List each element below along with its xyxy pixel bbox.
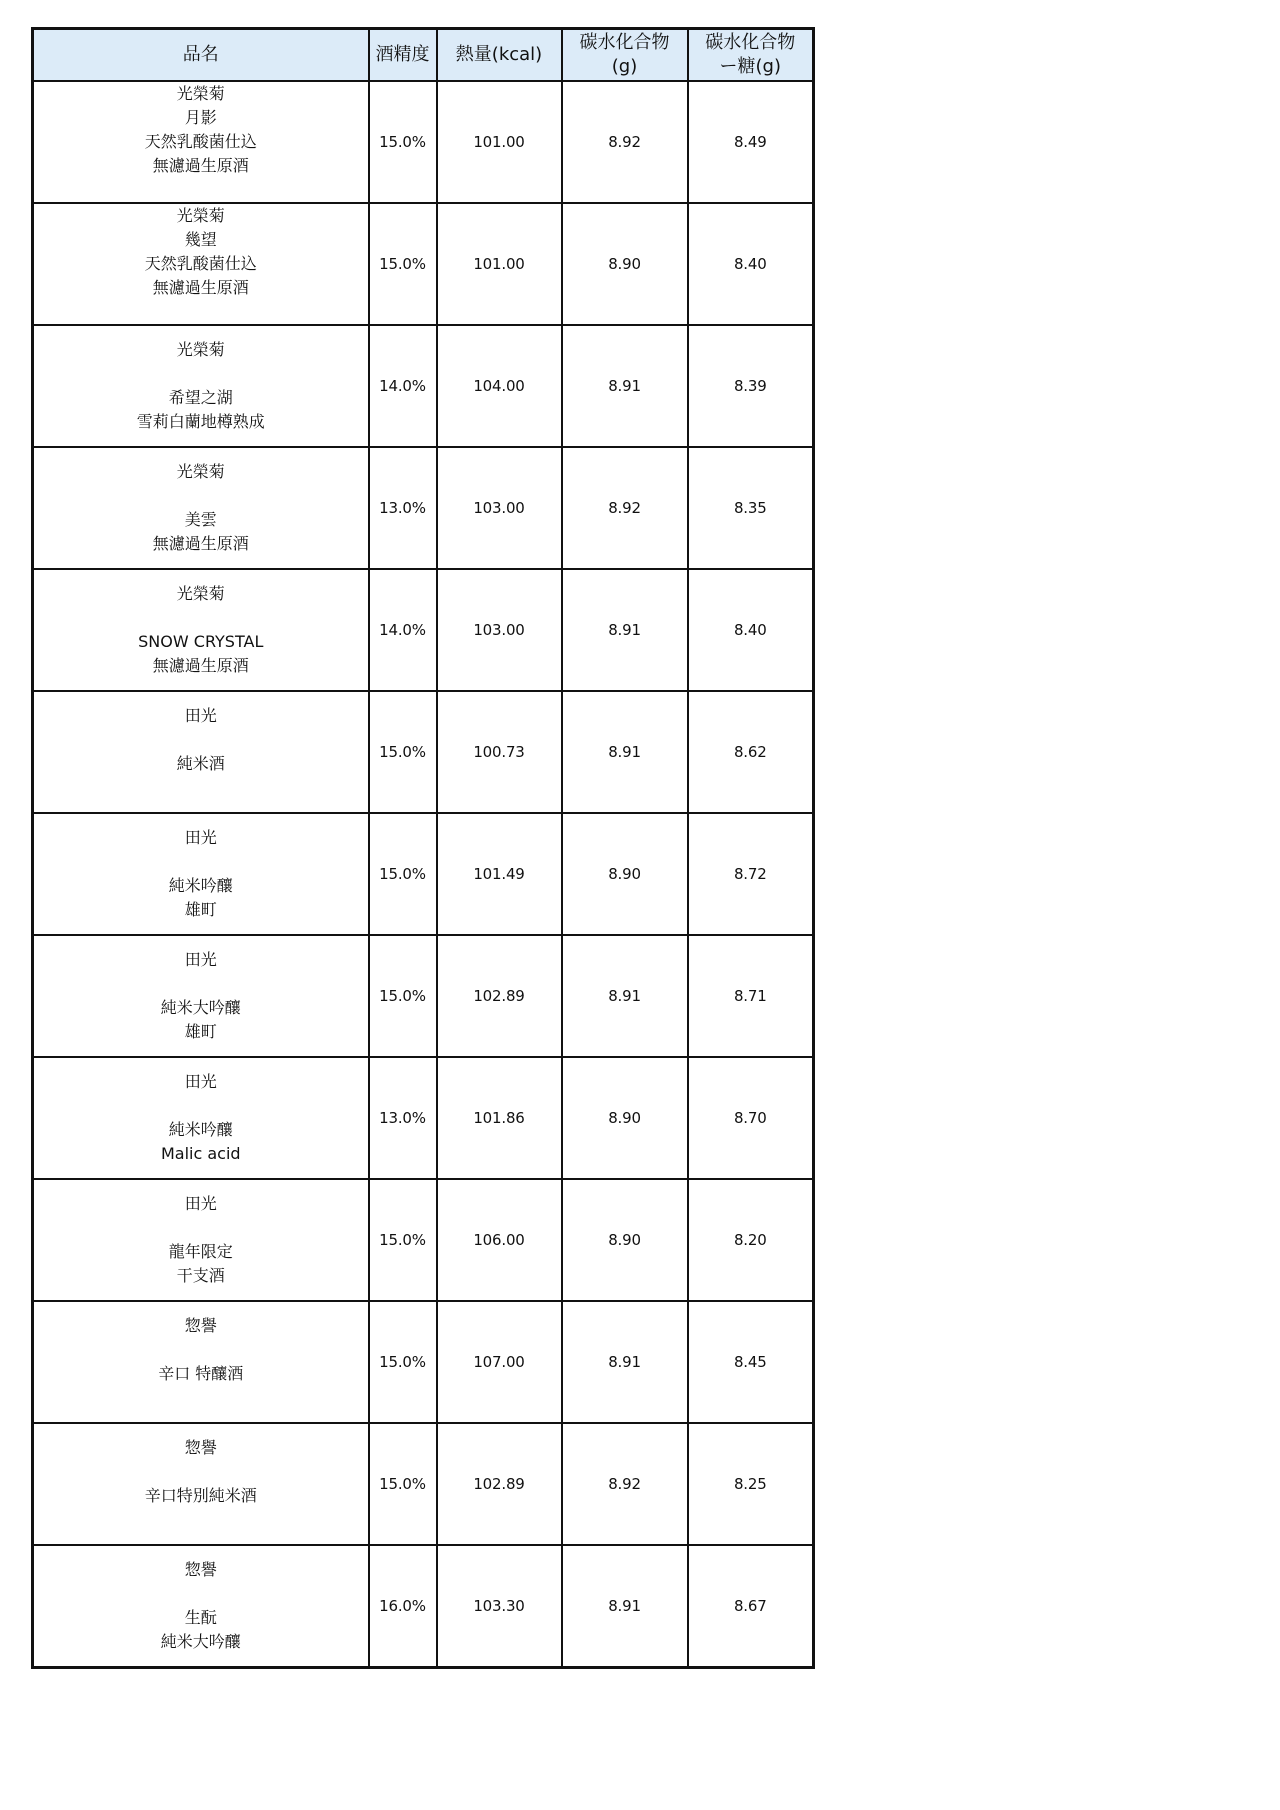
product-name3: 生酛 xyxy=(184,1608,217,1627)
product-name1: 光榮菊 xyxy=(176,584,225,603)
product-name-cell xyxy=(33,447,369,569)
table-row xyxy=(33,935,814,1057)
abv-cell: 15.0% xyxy=(369,1179,437,1301)
product-name-cell xyxy=(33,1423,369,1545)
abv-cell: 15.0% xyxy=(369,813,437,935)
product-name3: 純米吟釀 xyxy=(168,1120,233,1139)
sugar-cell: 8.45 xyxy=(688,1301,814,1423)
abv-cell: 15.0% xyxy=(369,691,437,813)
abv-cell: 15.0% xyxy=(369,1301,437,1423)
product-name4: 雄町 xyxy=(184,1022,217,1041)
product-name3: 辛口 特釀酒 xyxy=(158,1364,244,1383)
table-row xyxy=(33,1179,814,1301)
product-name-cell xyxy=(33,691,369,813)
kcal-cell: 103.00 xyxy=(437,447,562,569)
product-name1: 田光 xyxy=(184,1072,217,1091)
product-name4: Malic acid xyxy=(160,1144,241,1163)
sugar-cell: 8.25 xyxy=(688,1423,814,1545)
abv-cell: 16.0% xyxy=(369,1545,437,1668)
table-row xyxy=(33,1545,814,1668)
carb-cell: 8.91 xyxy=(562,1301,688,1423)
product-name4: 雄町 xyxy=(184,900,217,919)
header-carb xyxy=(562,29,688,82)
product-name1: 光榮菊 xyxy=(176,206,225,225)
header-sugar xyxy=(688,29,814,82)
sugar-cell: 8.40 xyxy=(688,203,814,325)
table-row xyxy=(33,691,814,813)
product-name4: 無濾過生原酒 xyxy=(152,656,249,675)
product-name1: 光榮菊 xyxy=(176,84,225,103)
table-row xyxy=(33,447,814,569)
product-name1: 惣譽 xyxy=(184,1438,217,1457)
table-row xyxy=(33,1301,814,1423)
product-name1: 惣譽 xyxy=(184,1560,217,1579)
kcal-cell: 100.73 xyxy=(437,691,562,813)
product-name4: 無濾過生原酒 xyxy=(152,278,249,297)
abv-cell: 15.0% xyxy=(369,1423,437,1545)
header-carb-line2: (g) xyxy=(611,56,638,77)
kcal-cell: 104.00 xyxy=(437,325,562,447)
product-name1: 光榮菊 xyxy=(176,340,225,359)
product-name2: 幾望 xyxy=(184,230,217,249)
product-name3: 純米酒 xyxy=(176,754,225,773)
abv-cell: 15.0% xyxy=(369,203,437,325)
product-name-cell xyxy=(33,325,369,447)
product-name4: 純米大吟釀 xyxy=(160,1632,241,1651)
table-row xyxy=(33,1423,814,1545)
product-name-cell xyxy=(33,813,369,935)
product-name3: 美雲 xyxy=(184,510,217,529)
product-name3: SNOW CRYSTAL xyxy=(138,632,264,651)
product-name1: 田光 xyxy=(184,950,217,969)
product-name4: 雪莉白蘭地樽熟成 xyxy=(136,412,265,431)
nutrition-table xyxy=(31,27,815,1669)
kcal-cell: 101.49 xyxy=(437,813,562,935)
table-row xyxy=(33,569,814,691)
product-name4: 無濾過生原酒 xyxy=(152,156,249,175)
kcal-cell: 102.89 xyxy=(437,935,562,1057)
product-name1: 田光 xyxy=(184,1194,217,1213)
product-name-cell xyxy=(33,1545,369,1668)
carb-cell: 8.90 xyxy=(562,1179,688,1301)
table-row xyxy=(33,203,814,325)
product-name4: 干支酒 xyxy=(176,1266,225,1285)
product-name3: 辛口特別純米酒 xyxy=(144,1486,257,1505)
product-name1: 光榮菊 xyxy=(176,462,225,481)
sugar-cell: 8.67 xyxy=(688,1545,814,1668)
abv-cell: 14.0% xyxy=(369,569,437,691)
product-name-cell xyxy=(33,569,369,691)
sugar-cell: 8.20 xyxy=(688,1179,814,1301)
carb-cell: 8.91 xyxy=(562,1545,688,1668)
carb-cell: 8.92 xyxy=(562,447,688,569)
header-row xyxy=(33,29,814,82)
carb-cell: 8.92 xyxy=(562,1423,688,1545)
product-name-cell xyxy=(33,1179,369,1301)
kcal-cell: 101.00 xyxy=(437,81,562,203)
sugar-cell: 8.70 xyxy=(688,1057,814,1179)
kcal-cell: 101.00 xyxy=(437,203,562,325)
product-name2: 月影 xyxy=(184,108,217,127)
abv-cell: 13.0% xyxy=(369,447,437,569)
header-sugar-line2: ー糖(g) xyxy=(719,56,781,77)
abv-cell: 15.0% xyxy=(369,935,437,1057)
kcal-cell: 102.89 xyxy=(437,1423,562,1545)
sugar-cell: 8.35 xyxy=(688,447,814,569)
kcal-cell: 103.00 xyxy=(437,569,562,691)
sugar-cell: 8.62 xyxy=(688,691,814,813)
header-abv: 酒精度 xyxy=(369,29,437,82)
carb-cell: 8.91 xyxy=(562,325,688,447)
product-name3: 龍年限定 xyxy=(168,1242,233,1261)
sugar-cell: 8.40 xyxy=(688,569,814,691)
sugar-cell: 8.49 xyxy=(688,81,814,203)
carb-cell: 8.91 xyxy=(562,691,688,813)
abv-cell: 14.0% xyxy=(369,325,437,447)
table-row xyxy=(33,813,814,935)
product-name-cell xyxy=(33,203,369,325)
table-row xyxy=(33,325,814,447)
product-name1: 田光 xyxy=(184,706,217,725)
header-carb-line1: 碳水化合物 xyxy=(579,32,670,53)
sugar-cell: 8.39 xyxy=(688,325,814,447)
carb-cell: 8.92 xyxy=(562,81,688,203)
product-name4: 無濾過生原酒 xyxy=(152,534,249,553)
kcal-cell: 101.86 xyxy=(437,1057,562,1179)
header-name: 品名 xyxy=(33,29,369,82)
product-name3: 希望之湖 xyxy=(168,388,233,407)
product-name-cell xyxy=(33,1057,369,1179)
kcal-cell: 106.00 xyxy=(437,1179,562,1301)
table-row xyxy=(33,1057,814,1179)
carb-cell: 8.91 xyxy=(562,569,688,691)
product-name-cell xyxy=(33,81,369,203)
sugar-cell: 8.71 xyxy=(688,935,814,1057)
carb-cell: 8.90 xyxy=(562,813,688,935)
product-name3: 天然乳酸菌仕込 xyxy=(144,132,257,151)
kcal-cell: 107.00 xyxy=(437,1301,562,1423)
product-name-cell xyxy=(33,1301,369,1423)
kcal-cell: 103.30 xyxy=(437,1545,562,1668)
carb-cell: 8.90 xyxy=(562,1057,688,1179)
sugar-cell: 8.72 xyxy=(688,813,814,935)
product-name1: 惣譽 xyxy=(184,1316,217,1335)
table-row xyxy=(33,81,814,203)
abv-cell: 15.0% xyxy=(369,81,437,203)
carb-cell: 8.90 xyxy=(562,203,688,325)
product-name3: 純米大吟釀 xyxy=(160,998,241,1017)
abv-cell: 13.0% xyxy=(369,1057,437,1179)
product-name3: 天然乳酸菌仕込 xyxy=(144,254,257,273)
header-sugar-line1: 碳水化合物 xyxy=(705,32,796,53)
product-name1: 田光 xyxy=(184,828,217,847)
product-name3: 純米吟釀 xyxy=(168,876,233,895)
carb-cell: 8.91 xyxy=(562,935,688,1057)
header-kcal: 熱量(kcal) xyxy=(437,29,562,82)
product-name-cell xyxy=(33,935,369,1057)
